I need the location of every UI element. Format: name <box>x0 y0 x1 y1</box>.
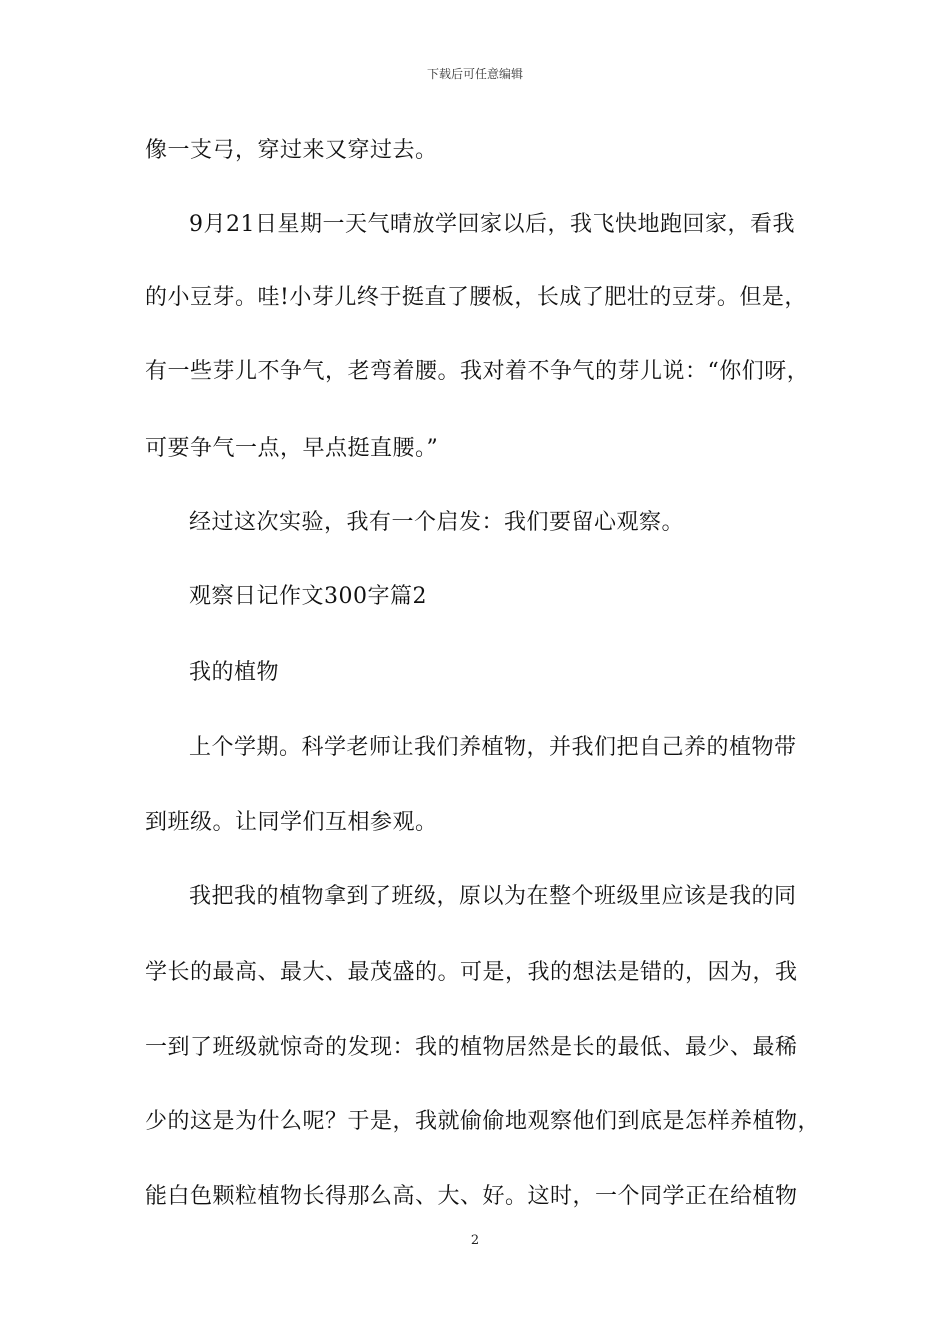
body-line: 可要争气一点，早点挺直腰。” <box>145 436 439 461</box>
page-header: 下载后可任意编辑 <box>426 67 523 81</box>
body-line: 少的这是为什么呢？于是，我就偷偷地观察他们到底是怎样养植物， <box>145 1109 821 1134</box>
body-line: 能白色颗粒植物长得那么高、大、好。这时，一个同学正在给植物 <box>145 1184 798 1209</box>
body-line: 经过这次实验，我有一个启发：我们要留心观察。 <box>189 510 685 535</box>
page-number: 2 <box>470 1233 480 1248</box>
body-line: 一到了班级就惊奇的发现：我的植物居然是长的最低、最少、最稀 <box>145 1035 798 1060</box>
section-subheading: 我的植物 <box>189 660 280 685</box>
section-heading: 观察日记作文300字篇2 <box>189 584 427 609</box>
body-line: 到班级。让同学们互相参观。 <box>145 810 438 835</box>
body-line: 9月21日星期一天气晴放学回家以后，我飞快地跑回家，看我 <box>189 212 795 237</box>
body-line: 上个学期。科学老师让我们养植物，并我们把自己养的植物带 <box>189 735 797 760</box>
body-line: 我把我的植物拿到了班级，原以为在整个班级里应该是我的同 <box>189 884 797 909</box>
body-line: 学长的最高、最大、最茂盛的。可是，我的想法是错的，因为，我 <box>145 960 798 985</box>
body-line: 的小豆芽。哇!小芽儿终于挺直了腰板，长成了肥壮的豆芽。但是， <box>145 285 807 310</box>
body-line: 像一支弓，穿过来又穿过去。 <box>145 138 438 163</box>
body-line: 有一些芽儿不争气，老弯着腰。我对着不争气的芽儿说：“你们呀， <box>145 359 810 384</box>
